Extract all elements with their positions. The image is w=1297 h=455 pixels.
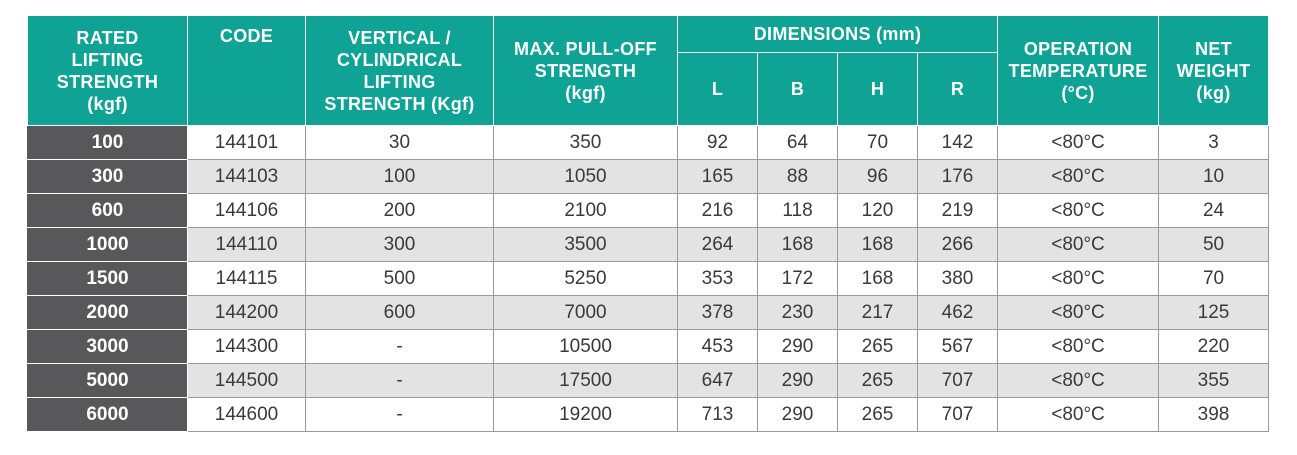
header-net-weight [1159, 16, 1269, 126]
header-vertical-cylindrical [306, 16, 494, 126]
cell-pulloff: 3500 [494, 228, 678, 262]
header-operation-temperature [998, 16, 1159, 126]
header-rated-line-3: STRENGTH [56, 71, 159, 92]
cell-dim-r: 707 [918, 364, 998, 398]
cell-pulloff: 2100 [494, 194, 678, 228]
header-rated-lifting-strength [28, 16, 188, 126]
cell-weight: 3 [1159, 126, 1269, 160]
table-body [28, 126, 1269, 432]
cell-dim-h: 120 [838, 194, 918, 228]
cell-vertical: 200 [306, 194, 494, 228]
cell-dim-r: 380 [918, 262, 998, 296]
table-header [28, 16, 1269, 126]
cell-dim-l: 647 [678, 364, 758, 398]
header-temp-line-2: TEMPERATURE [1008, 60, 1148, 81]
header-vertical-line-2: CYLINDRICAL [336, 49, 463, 70]
cell-dim-h: 168 [838, 228, 918, 262]
table-row [28, 194, 1269, 228]
cell-code: 144200 [188, 296, 306, 330]
cell-dim-r: 707 [918, 398, 998, 432]
cell-dim-b: 290 [758, 330, 838, 364]
cell-vertical: - [306, 330, 494, 364]
cell-weight: 398 [1159, 398, 1269, 432]
table-row [28, 126, 1269, 160]
cell-pulloff: 1050 [494, 160, 678, 194]
cell-rated: 1000 [28, 228, 188, 262]
cell-weight: 10 [1159, 160, 1269, 194]
cell-rated: 600 [28, 194, 188, 228]
header-max-pull-off [494, 16, 678, 126]
cell-dim-h: 265 [838, 364, 918, 398]
cell-code: 144103 [188, 160, 306, 194]
header-vertical-line-3: LIFTING [363, 71, 436, 92]
header-dim-h: H [838, 53, 918, 126]
table-row [28, 228, 1269, 262]
header-code-label: CODE [219, 25, 274, 46]
table-row [28, 364, 1269, 398]
cell-vertical: 500 [306, 262, 494, 296]
cell-pulloff: 19200 [494, 398, 678, 432]
cell-temperature: <80°C [998, 160, 1159, 194]
cell-temperature: <80°C [998, 398, 1159, 432]
cell-vertical: 100 [306, 160, 494, 194]
cell-dim-l: 378 [678, 296, 758, 330]
header-dim-r: R [918, 53, 998, 126]
cell-code: 144300 [188, 330, 306, 364]
cell-dim-b: 290 [758, 364, 838, 398]
table-row [28, 330, 1269, 364]
cell-dim-r: 142 [918, 126, 998, 160]
cell-rated: 6000 [28, 398, 188, 432]
cell-weight: 220 [1159, 330, 1269, 364]
cell-code: 144106 [188, 194, 306, 228]
cell-dim-l: 264 [678, 228, 758, 262]
cell-dim-l: 713 [678, 398, 758, 432]
cell-dim-r: 176 [918, 160, 998, 194]
header-pulloff-line-3: (kgf) [565, 82, 606, 103]
table-row [28, 296, 1269, 330]
header-pulloff-line-1: MAX. PULL-OFF [514, 38, 657, 59]
cell-vertical: 30 [306, 126, 494, 160]
cell-rated: 100 [28, 126, 188, 160]
cell-dim-b: 118 [758, 194, 838, 228]
table-row [28, 398, 1269, 432]
cell-rated: 1500 [28, 262, 188, 296]
header-weight-line-3: (kg) [1196, 82, 1231, 103]
cell-vertical: - [306, 398, 494, 432]
cell-code: 144110 [188, 228, 306, 262]
cell-temperature: <80°C [998, 330, 1159, 364]
header-vertical-line-4: STRENGTH (Kgf) [324, 93, 475, 114]
cell-code: 144101 [188, 126, 306, 160]
cell-dim-l: 453 [678, 330, 758, 364]
header-code [188, 16, 306, 126]
cell-vertical: - [306, 364, 494, 398]
cell-dim-l: 92 [678, 126, 758, 160]
cell-temperature: <80°C [998, 296, 1159, 330]
cell-dim-l: 165 [678, 160, 758, 194]
header-vertical-line-1: VERTICAL / [348, 27, 451, 48]
header-dim-l: L [678, 53, 758, 126]
cell-dim-h: 168 [838, 262, 918, 296]
cell-rated: 3000 [28, 330, 188, 364]
header-dimensions: DIMENSIONS (mm) [678, 16, 998, 53]
cell-temperature: <80°C [998, 126, 1159, 160]
cell-rated: 5000 [28, 364, 188, 398]
cell-dim-r: 219 [918, 194, 998, 228]
cell-rated: 2000 [28, 296, 188, 330]
cell-dim-h: 265 [838, 398, 918, 432]
header-temp-line-1: OPERATION [1023, 38, 1133, 59]
cell-pulloff: 5250 [494, 262, 678, 296]
cell-dim-h: 70 [838, 126, 918, 160]
header-weight-line-2: WEIGHT [1176, 60, 1251, 81]
cell-vertical: 300 [306, 228, 494, 262]
cell-pulloff: 10500 [494, 330, 678, 364]
cell-rated: 300 [28, 160, 188, 194]
cell-dim-r: 266 [918, 228, 998, 262]
cell-weight: 125 [1159, 296, 1269, 330]
cell-temperature: <80°C [998, 364, 1159, 398]
cell-dim-b: 168 [758, 228, 838, 262]
cell-dim-r: 567 [918, 330, 998, 364]
cell-temperature: <80°C [998, 262, 1159, 296]
cell-dim-b: 64 [758, 126, 838, 160]
cell-temperature: <80°C [998, 228, 1159, 262]
cell-pulloff: 350 [494, 126, 678, 160]
cell-code: 144115 [188, 262, 306, 296]
table-row [28, 160, 1269, 194]
cell-temperature: <80°C [998, 194, 1159, 228]
cell-weight: 70 [1159, 262, 1269, 296]
cell-code: 144500 [188, 364, 306, 398]
cell-pulloff: 17500 [494, 364, 678, 398]
header-temp-line-3: (°C) [1061, 82, 1095, 103]
header-weight-line-1: NET [1195, 38, 1232, 59]
header-pulloff-line-2: STRENGTH [534, 60, 637, 81]
cell-pulloff: 7000 [494, 296, 678, 330]
cell-dim-b: 172 [758, 262, 838, 296]
cell-dim-l: 353 [678, 262, 758, 296]
cell-dim-b: 230 [758, 296, 838, 330]
table-row [28, 262, 1269, 296]
header-rated-line-2: LIFTING [71, 49, 144, 70]
cell-weight: 355 [1159, 364, 1269, 398]
cell-dim-l: 216 [678, 194, 758, 228]
header-rated-line-1: RATED [76, 27, 139, 48]
cell-dim-h: 96 [838, 160, 918, 194]
cell-vertical: 600 [306, 296, 494, 330]
header-dim-b: B [758, 53, 838, 126]
cell-dim-b: 88 [758, 160, 838, 194]
cell-dim-h: 217 [838, 296, 918, 330]
specification-table [27, 15, 1269, 432]
cell-dim-r: 462 [918, 296, 998, 330]
cell-dim-h: 265 [838, 330, 918, 364]
header-row-top [28, 16, 1269, 53]
cell-weight: 50 [1159, 228, 1269, 262]
header-rated-line-4: (kgf) [87, 93, 128, 114]
cell-weight: 24 [1159, 194, 1269, 228]
cell-code: 144600 [188, 398, 306, 432]
cell-dim-b: 290 [758, 398, 838, 432]
